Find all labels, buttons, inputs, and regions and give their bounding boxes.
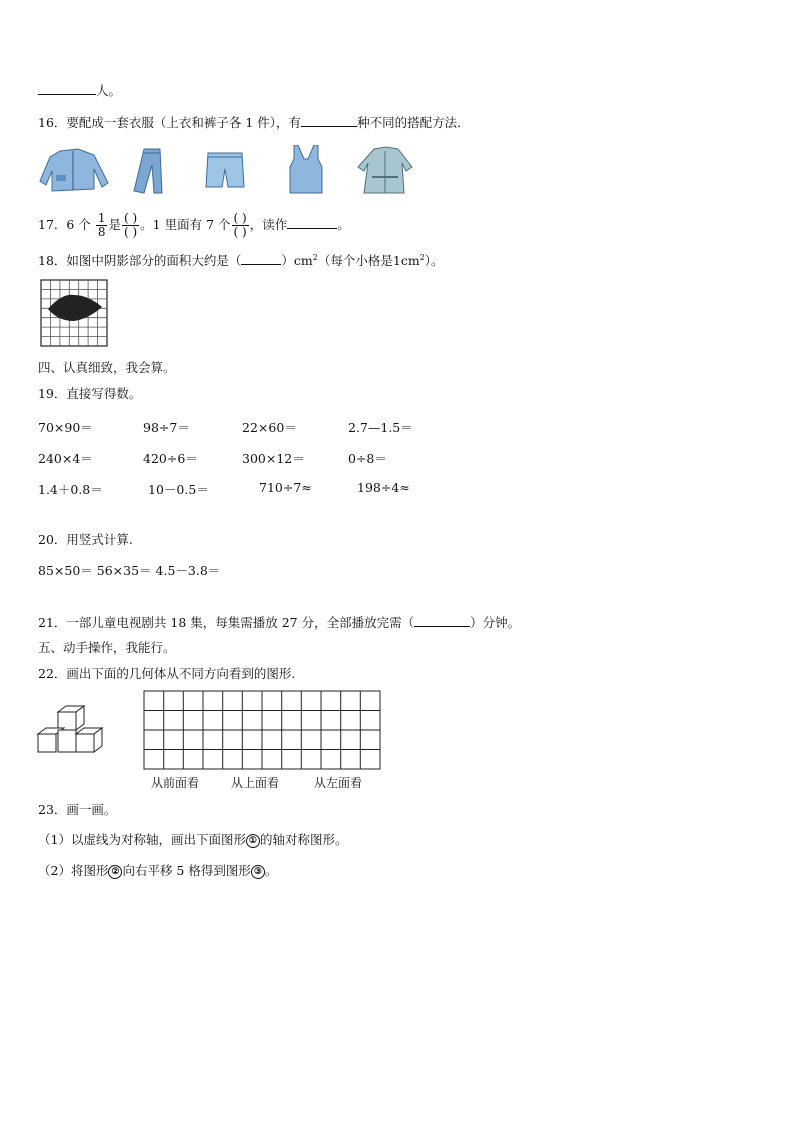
calc-item: 2.7—1.5＝ [348,420,413,435]
answer-blank[interactable] [301,114,357,127]
calc-item: 0÷8＝ [348,451,387,466]
shaded-grid [40,279,110,349]
shorts-icon [206,153,244,187]
figure-1-label: ① [246,834,260,848]
cube-stack [36,704,108,760]
calc-item: 1.4＋0.8＝ [38,482,103,497]
coat-icon [358,147,412,193]
label-front-view: 从前面看 [151,776,200,790]
fraction-blank-2[interactable]: $\frac{( )}{( )}$ [233,211,247,239]
figure-2-label: ② [108,865,122,879]
view-drawing-grid[interactable] [142,689,384,773]
question-18: 18．如图中阴影部分的面积大约是（ ）$cm^2$（每个小格是$1cm^2$）。 [38,253,444,269]
question-17: 17．6 个 $\frac{1}{8}$ 是 $\frac{( )}{( )}$ 。1 里面有 7 个 $\frac{( )}{( )}$ ，读作 。 [38,211,350,239]
calc-item: 22×60＝ [242,420,297,435]
calc-item: 240×4＝ [38,451,93,466]
calc-item: 710÷7≈ [259,480,312,495]
label-top-view: 从上面看 [231,776,280,790]
question-23: 23．画一画。 [38,802,117,817]
question-16: 16．要配成一套衣服（上衣和裤子各 1 件），有 种不同的搭配方法． [38,115,470,130]
fraction-blank-1[interactable]: $\frac{( )}{( )}$ [123,211,138,239]
calc-item: 10－0.5＝ [148,482,209,497]
calc-item: 98÷7＝ [143,420,190,435]
answer-blank[interactable] [38,82,96,95]
question-20: 20．用竖式计算. [38,532,133,547]
section-5-heading: 五、动手操作，我能行。 [38,640,176,655]
question-21: 21．一部儿童电视剧共 18 集，每集需播放 27 分，全部播放完需（ ）分钟。 [38,615,521,630]
fraction-one-eighth: $\frac{1}{8}$ [97,211,106,239]
vest-icon [290,145,322,193]
vertical-calc-items: 85×50＝ 56×35＝ 4.5－3.8＝ [38,563,221,578]
answer-blank[interactable] [241,252,281,265]
answer-blank[interactable] [414,614,470,627]
answer-blank[interactable] [287,216,337,229]
calc-item: 70×90＝ [38,420,93,435]
jacket-icon [40,149,108,191]
calc-item: 420÷6＝ [143,451,198,466]
jeans-icon [134,149,162,193]
calc-item: 198÷4≈ [357,480,410,495]
question-23-part-2: （2）将图形 ② 向右平移 5 格得到图形 ③ 。 [38,863,278,878]
section-4-heading: 四、认真细致，我会算。 [38,360,176,375]
question-22: 22．画出下面的几何体从不同方向看到的图形. [38,666,296,681]
label-left-view: 从左面看 [314,776,363,790]
question-19: 19．直接写得数。 [38,386,142,401]
calc-item: 300×12＝ [242,451,305,466]
q15-tail: 人。 [38,82,121,99]
clothes-row [38,145,418,197]
question-23-part-1: （1）以虚线为对称轴，画出下面图形 ① 的轴对称图形。 [38,832,348,847]
figure-3-label: ③ [251,865,265,879]
